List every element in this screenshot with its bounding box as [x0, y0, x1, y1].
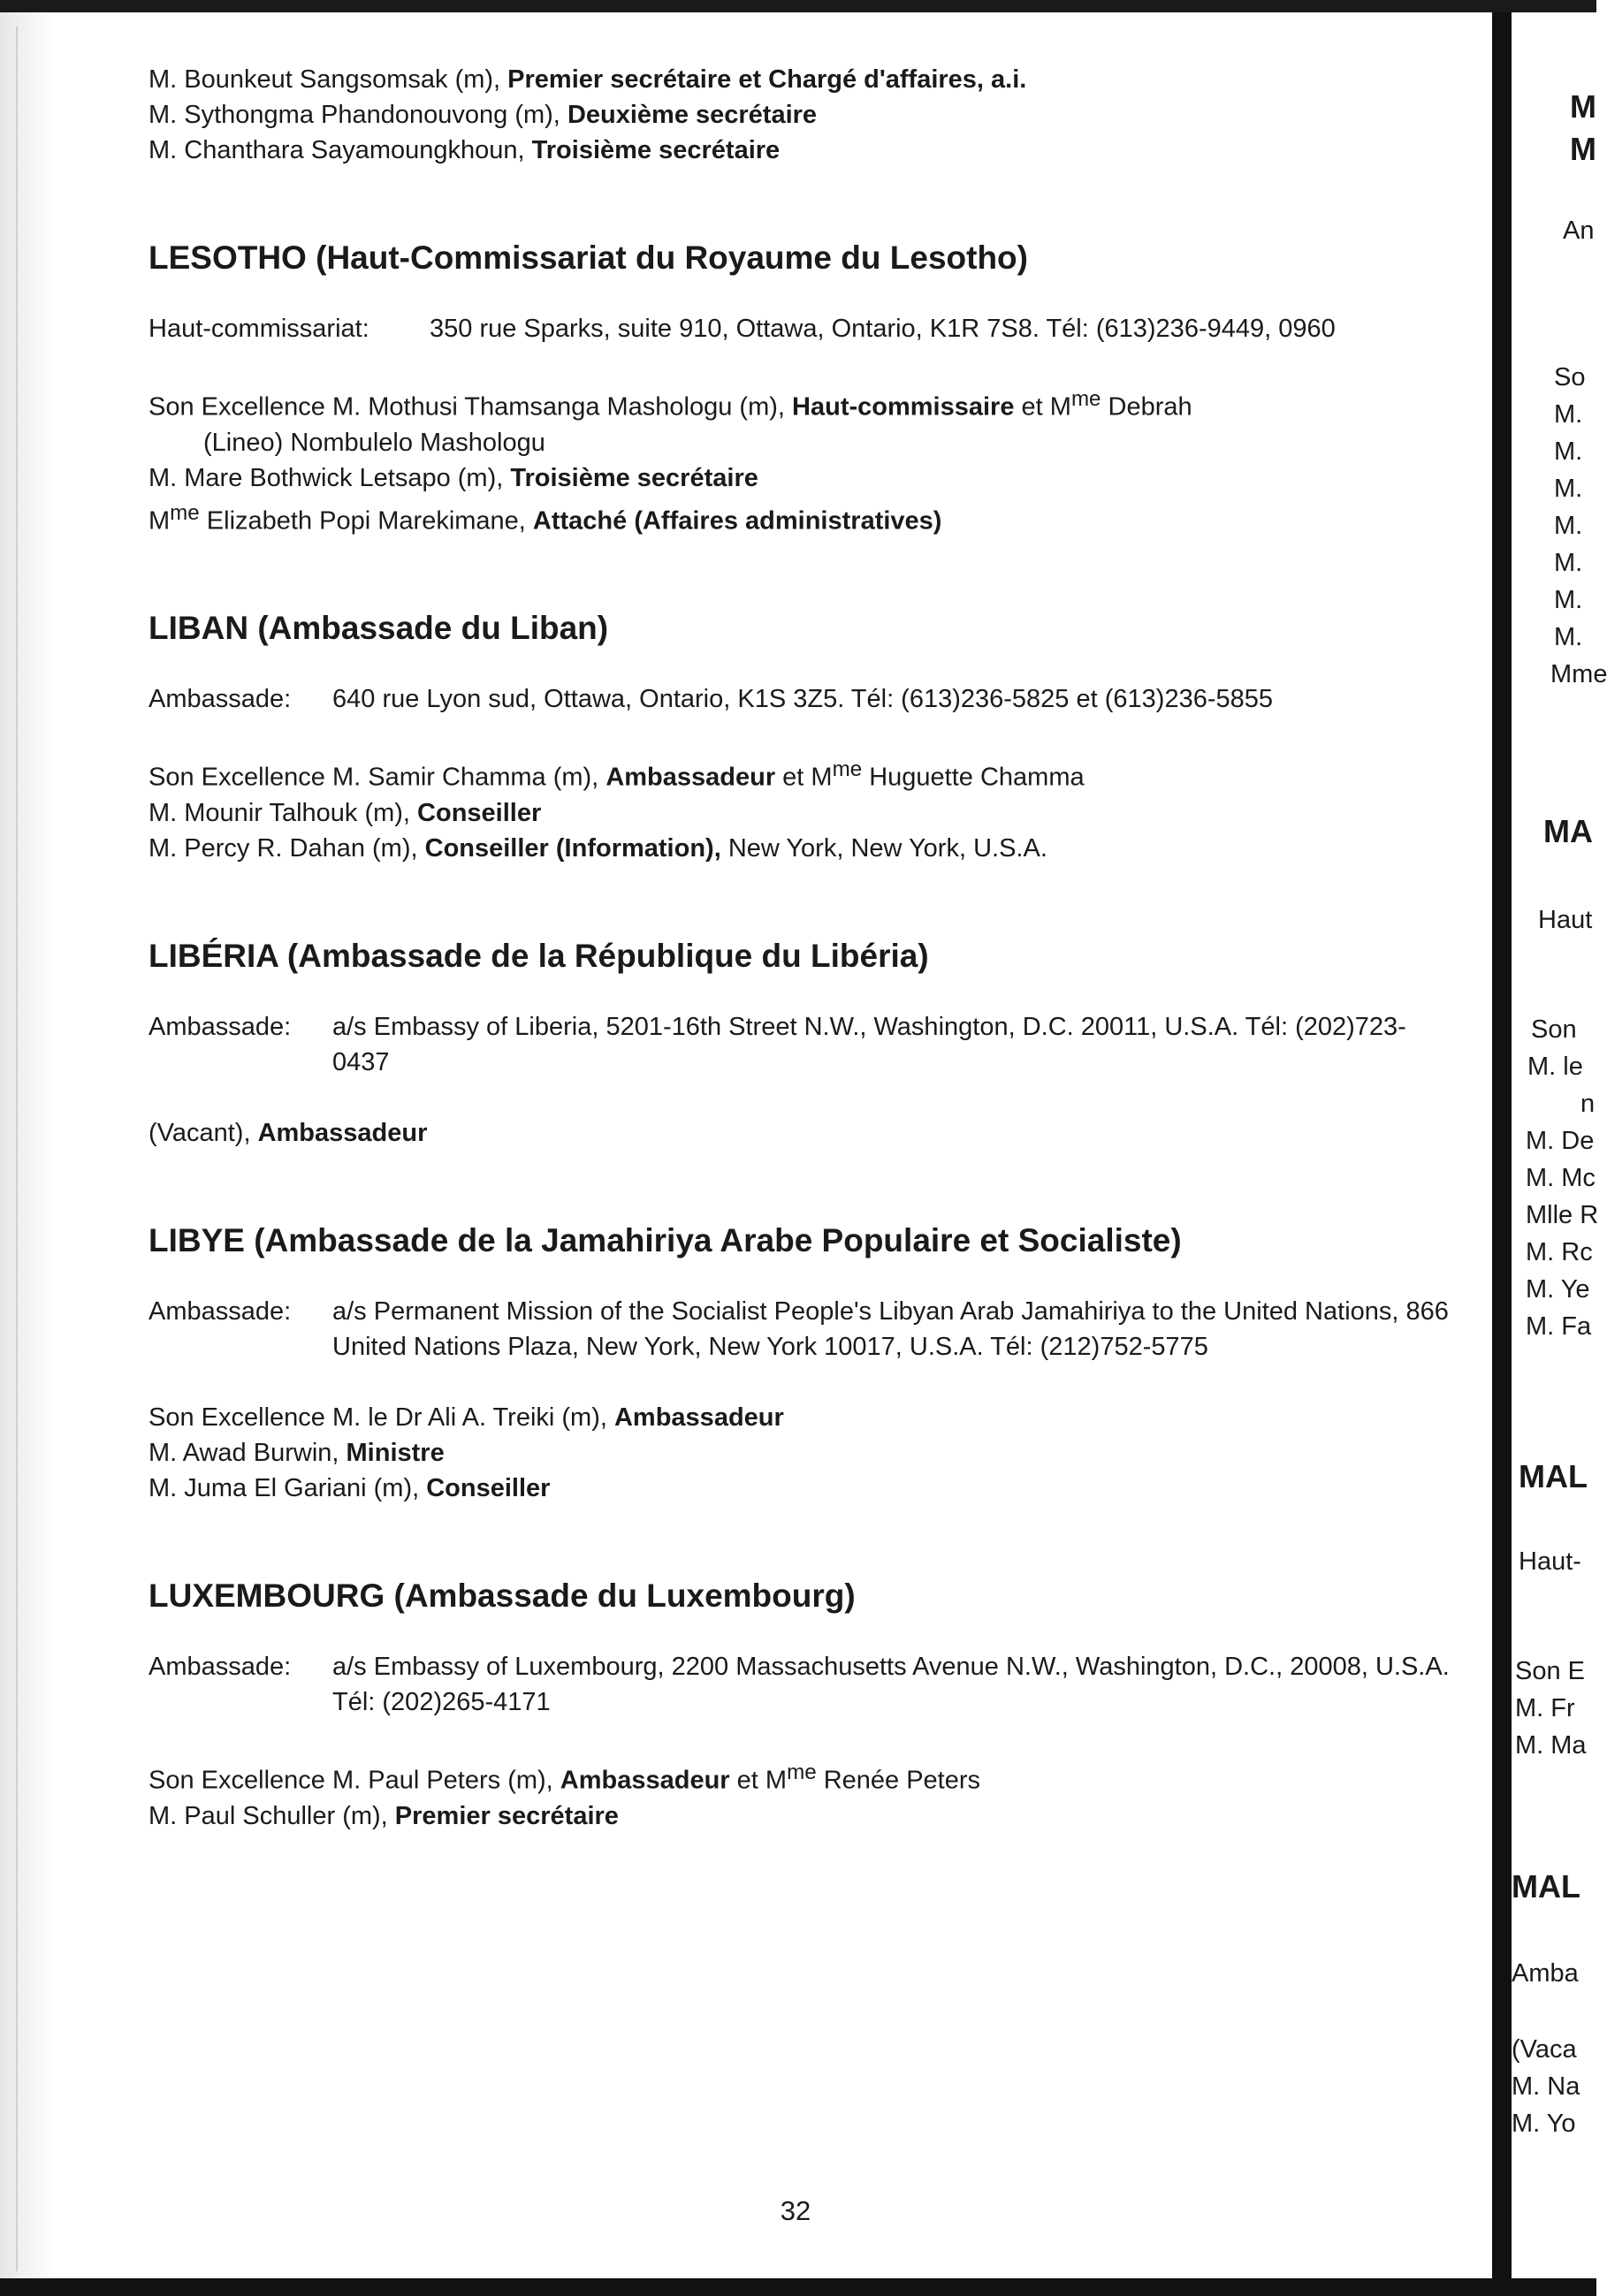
- entry-line: M. Paul Schuller (m), Premier secrétaire: [149, 1801, 619, 1830]
- address-text: 350 rue Sparks, suite 910, Ottawa, Ontario, K1R 7S8. Tél: (613)236-9449, 0960: [430, 315, 1336, 343]
- next-page-fragment: M.: [1554, 400, 1583, 429]
- section-liberia: [149, 935, 1457, 1151]
- next-page-fragment: M.: [1554, 437, 1583, 466]
- address-block: [149, 681, 1457, 717]
- entry-line-continued: (Lineo) Nombulelo Mashologu: [203, 428, 545, 457]
- next-page-fragment: M. Ma: [1515, 1731, 1587, 1760]
- next-page-fragment: n: [1580, 1090, 1596, 1118]
- next-page-fragment: M. De: [1526, 1127, 1595, 1155]
- entry-line: Son Excellence M. Mothusi Thamsanga Mashologu (m), Haut-commissaire et $M^{me}$ Debrah: [149, 387, 1192, 422]
- entry-line: M. Bounkeut Sangsomsak (m), Premier secrétaire et Chargé d'affaires, a.i.: [149, 65, 1027, 94]
- section-lesotho: [149, 237, 1457, 538]
- address-text: a/s Permanent Mission of the Socialist People's Libyan Arab Jamahiriya to the United Nations, 866 United Nations Plaza, New York, New York 10017, U.S.A. Tél: (212)752-5775: [332, 1296, 1449, 1361]
- entry-line: M. Sythongma Phandonouvong (m), Deuxième secrétaire: [149, 101, 818, 129]
- next-page-fragment: Son: [1531, 1015, 1577, 1044]
- next-page-fragment: M. Na: [1512, 2072, 1580, 2101]
- address-label: Haut-commissariat:: [149, 315, 369, 343]
- address-text: a/s Embassy of Liberia, 5201-16th Street N.W., Washington, D.C. 20011, U.S.A. Tél: (202)723-0437: [332, 1012, 1406, 1076]
- top-rule: [0, 0, 1596, 12]
- next-page-fragment: Son E: [1515, 1657, 1585, 1685]
- entry-line: Son Excellence M. Paul Peters (m), Ambassadeur et $M^{me}$ Renée Peters: [149, 1760, 981, 1795]
- section-title: LIBAN (Ambassade du Liban): [149, 610, 609, 647]
- next-page-fragment: An: [1563, 217, 1595, 245]
- address-text: a/s Embassy of Luxembourg, 2200 Massachusetts Avenue N.W., Washington, D.C., 20008, U.S.A. Tél: (202)265-4171: [332, 1652, 1450, 1716]
- address-block: [149, 311, 1457, 346]
- section-title: LUXEMBOURG (Ambassade du Luxembourg): [149, 1577, 856, 1614]
- page-left-edge: [0, 0, 55, 2296]
- entry-line: M. Percy R. Dahan (m), Conseiller (Information), New York, New York, U.S.A.: [149, 833, 1047, 863]
- next-page-edge: [1512, 12, 1607, 2278]
- next-page-fragment: M. Rc: [1526, 1238, 1593, 1266]
- next-page-fragment: M.: [1554, 512, 1583, 540]
- next-page-fragment: M: [1570, 131, 1596, 167]
- next-page-fragment: M. Yo: [1512, 2110, 1576, 2138]
- next-page-fragment: So: [1554, 363, 1586, 392]
- next-page-fragment: M.: [1554, 549, 1583, 577]
- bottom-rule: [0, 2278, 1596, 2296]
- next-page-fragment: MAL: [1512, 1868, 1580, 1904]
- next-page-fragment: Haut: [1538, 906, 1593, 934]
- next-page-fragment: M. Fr: [1515, 1694, 1575, 1722]
- next-page-fragment: M.: [1554, 623, 1583, 651]
- next-page-fragment: M. le: [1527, 1053, 1583, 1081]
- entry-line: M. Juma El Gariani (m), Conseiller: [149, 1473, 551, 1502]
- section-title: LESOTHO (Haut-Commissariat du Royaume du Lesotho): [149, 239, 1028, 276]
- section-libye: [149, 1220, 1457, 1506]
- next-page-fragment: (Vaca: [1512, 2035, 1577, 2064]
- entry-line: Son Excellence M. Samir Chamma (m), Ambassadeur et $M^{me}$ Huguette Chamma: [149, 757, 1085, 792]
- address-text: 640 rue Lyon sud, Ottawa, Ontario, K1S 3Z5. Tél: (613)236-5825 et (613)236-5855: [332, 685, 1273, 714]
- address-label: Ambassade:: [149, 685, 292, 714]
- next-page-fragment: MAL: [1519, 1458, 1588, 1494]
- next-page-fragment: M. Mc: [1526, 1164, 1596, 1192]
- next-page-fragment: Amba: [1512, 1959, 1579, 1988]
- page-number: 32: [780, 2195, 811, 2226]
- address-label: Ambassade:: [149, 1012, 292, 1041]
- address-block: [149, 1009, 1457, 1080]
- section-liban: [149, 607, 1457, 866]
- next-page-fragment: Mme: [1550, 660, 1607, 688]
- address-block: [149, 1649, 1457, 1720]
- next-page-fragment: MA: [1543, 813, 1593, 849]
- section-title: LIBYE (Ambassade de la Jamahiriya Arabe Populaire et Socialiste): [149, 1221, 1182, 1258]
- entry-line: (Vacant), Ambassadeur: [149, 1118, 428, 1147]
- next-page-fragment: M: [1570, 88, 1596, 125]
- next-page-fragment: Haut-: [1519, 1547, 1581, 1576]
- address-label: Ambassade:: [149, 1652, 292, 1681]
- address-label: Ambassade:: [149, 1296, 292, 1326]
- section-luxembourg: [149, 1575, 1457, 1834]
- directory-page: [149, 62, 1457, 1834]
- entry-line: M. Mare Bothwick Letsapo (m), Troisième secrétaire: [149, 463, 758, 492]
- next-page-fragment: Mlle R: [1526, 1201, 1599, 1229]
- continued-entries: [149, 62, 1457, 168]
- entry-line: $M^{me}$ Elizabeth Popi Marekimane, Attaché (Affaires administratives): [149, 500, 942, 536]
- entry-line: M. Chanthara Sayamoungkhoun, Troisième secrétaire: [149, 136, 781, 164]
- entry-line: M. Mounir Talhouk (m), Conseiller: [149, 798, 542, 827]
- next-page-fragment: M. Ye: [1526, 1275, 1590, 1304]
- next-page-fragment: M.: [1554, 475, 1583, 503]
- entry-line: M. Awad Burwin, Ministre: [149, 1438, 445, 1467]
- section-title: LIBÉRIA (Ambassade de la République du Libéria): [149, 937, 929, 974]
- address-block: [149, 1294, 1457, 1365]
- binding-bar: [1492, 12, 1512, 2296]
- next-page-fragment: M.: [1554, 586, 1583, 614]
- next-page-fragment: M. Fa: [1526, 1312, 1592, 1341]
- entry-line: Son Excellence M. le Dr Ali A. Treiki (m), Ambassadeur: [149, 1403, 784, 1432]
